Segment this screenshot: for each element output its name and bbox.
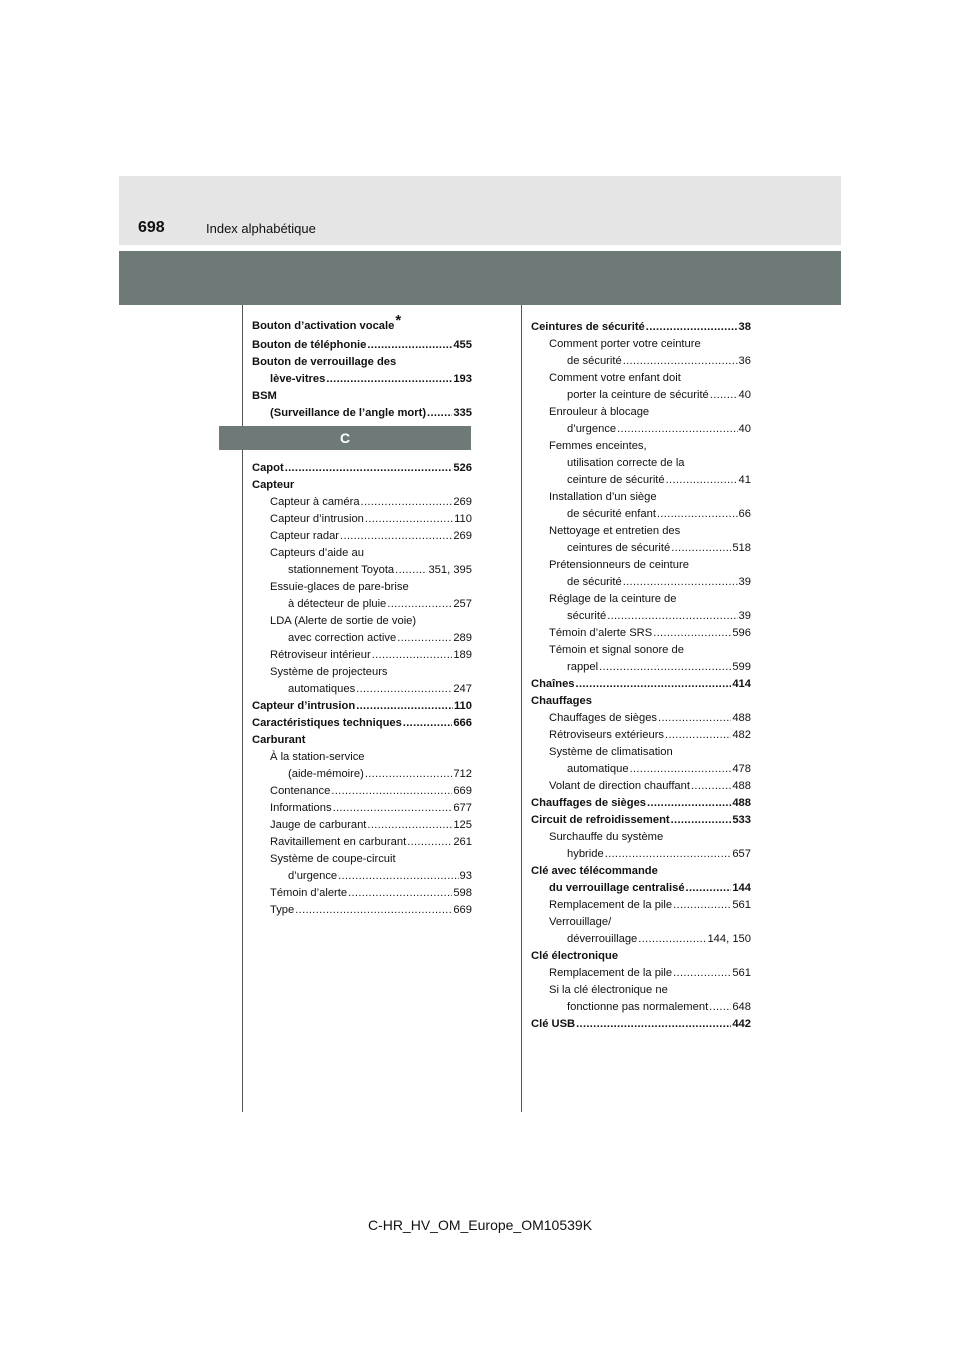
entry-text: Capteurs d’aide au — [270, 547, 364, 559]
index-entry — [252, 749, 472, 766]
index-entry — [531, 404, 751, 421]
entry-page: 561 — [732, 967, 751, 979]
entry-text: d’urgence — [567, 423, 617, 435]
entry-page: 518 — [732, 542, 751, 554]
dot-leader — [671, 812, 732, 829]
dot-leader — [617, 421, 737, 438]
entry-text: Femmes enceintes, — [549, 440, 647, 452]
entry-text: Système de coupe-circuit — [270, 853, 396, 865]
index-entry — [531, 846, 751, 863]
entry-text: Système de projecteurs — [270, 666, 388, 678]
entry-page: 93 — [459, 870, 472, 882]
dot-leader — [395, 562, 427, 579]
index-entry — [531, 591, 751, 608]
dot-leader — [295, 902, 452, 919]
entry-text: fonctionne pas normalement — [567, 1001, 709, 1013]
entry-text: Ravitaillement en carburant — [270, 836, 407, 848]
entry-page: 598 — [453, 887, 472, 899]
index-entry — [252, 630, 472, 647]
index-entry — [531, 353, 751, 370]
entry-text: Système de climatisation — [549, 746, 673, 758]
dot-leader — [365, 511, 453, 528]
entry-text: Chaînes — [531, 678, 575, 690]
dot-leader — [576, 676, 732, 693]
dot-leader — [623, 574, 738, 591]
index-entry — [252, 715, 472, 732]
section-title: Index alphabétique — [206, 221, 316, 236]
entry-page: 442 — [732, 1018, 751, 1030]
entry-text: d’urgence — [288, 870, 338, 882]
entry-page: 41 — [738, 474, 751, 486]
index-entry — [252, 405, 472, 422]
index-entry — [252, 562, 472, 579]
dot-leader — [671, 540, 731, 557]
entry-text: Rétroviseurs extérieurs — [549, 729, 665, 741]
index-entry — [252, 817, 472, 834]
entry-page: 351, 395 — [428, 564, 472, 576]
index-entry — [531, 948, 751, 965]
entry-page: 657 — [732, 848, 751, 860]
index-entries-b — [252, 311, 472, 422]
entry-text: de sécurité — [567, 355, 622, 367]
index-entry — [531, 370, 751, 387]
index-entry — [252, 311, 472, 337]
entry-page: 110 — [453, 700, 472, 712]
entry-text: Verrouillage/ — [549, 916, 612, 928]
entry-page: 261 — [453, 836, 472, 848]
index-entry — [252, 354, 472, 371]
entry-text: Jauge de carburant — [270, 819, 367, 831]
index-entry — [531, 863, 751, 880]
entry-page: 193 — [453, 373, 472, 385]
entry-text: Chauffages de sièges — [549, 712, 658, 724]
entry-text: de sécurité enfant — [567, 508, 656, 520]
index-entry — [252, 868, 472, 885]
entry-text: Capteur — [252, 479, 295, 491]
entry-page: 677 — [453, 802, 472, 814]
entry-text: (Surveillance de l’angle mort) — [270, 407, 427, 419]
index-entry — [531, 829, 751, 846]
index-entry — [531, 676, 751, 693]
entry-text: Bouton d’activation vocale — [252, 320, 395, 332]
entry-text: à détecteur de pluie — [288, 598, 387, 610]
entry-text: LDA (Alerte de sortie de voie) — [270, 615, 417, 627]
entry-page: 488 — [732, 797, 751, 809]
dot-leader — [397, 630, 452, 647]
index-entry — [531, 540, 751, 557]
index-entry — [531, 812, 751, 829]
entry-page: 478 — [732, 763, 751, 775]
dot-leader — [657, 506, 738, 523]
page-number: 698 — [138, 219, 165, 236]
dot-leader — [365, 766, 452, 783]
dot-leader — [658, 710, 731, 727]
entry-page: 526 — [453, 462, 472, 474]
entry-text: lève-vitres — [270, 373, 326, 385]
entry-text: du verrouillage centralisé — [549, 882, 685, 894]
entry-page: 39 — [738, 610, 751, 622]
entry-page: 533 — [732, 814, 751, 826]
entry-text: Réglage de la ceinture de — [549, 593, 677, 605]
entry-page: 414 — [732, 678, 751, 690]
footer-code: C-HR_HV_OM_Europe_OM10539K — [367, 1217, 593, 1233]
dot-leader — [356, 681, 452, 698]
index-entry — [531, 1016, 751, 1033]
entry-text: Capteur radar — [270, 530, 340, 542]
entry-text: Circuit de refroidissement — [531, 814, 670, 826]
dot-leader — [653, 625, 731, 642]
index-entry — [252, 579, 472, 596]
entry-page: 488 — [732, 780, 751, 792]
index-entry — [252, 371, 472, 388]
entry-text: sécurité — [567, 610, 607, 622]
entry-text: déverrouillage — [567, 933, 638, 945]
index-entry — [531, 880, 751, 897]
section-letter: C — [339, 430, 351, 446]
entry-text: Capteur d’intrusion — [270, 513, 364, 525]
index-entry — [531, 319, 751, 336]
dot-leader — [367, 337, 452, 354]
dot-leader — [647, 795, 731, 812]
entry-page: 39 — [738, 576, 751, 588]
entry-text: Témoin d’alerte SRS — [549, 627, 653, 639]
entry-text: Contenance — [270, 785, 331, 797]
entry-text: Chauffages — [531, 695, 592, 707]
dot-leader — [340, 528, 452, 545]
index-entry — [252, 511, 472, 528]
dot-leader — [686, 880, 732, 897]
entry-text: Comment votre enfant doit — [549, 372, 681, 384]
dot-leader — [638, 931, 706, 948]
dot-leader — [576, 1016, 731, 1033]
index-entry — [531, 523, 751, 540]
entry-text: (aide-mémoire) — [288, 768, 364, 780]
entry-text: Surchauffe du système — [549, 831, 664, 843]
entry-text: stationnement Toyota — [288, 564, 395, 576]
entry-page: 257 — [453, 598, 472, 610]
index-entry — [531, 574, 751, 591]
footnote-asterisk: * — [395, 312, 402, 329]
dot-leader — [646, 319, 738, 336]
index-entry — [252, 388, 472, 405]
index-entry — [252, 647, 472, 664]
entry-text: rappel — [567, 661, 599, 673]
entry-text: Informations — [270, 802, 332, 814]
index-entry — [531, 421, 751, 438]
index-entry — [252, 545, 472, 562]
entry-page: 289 — [453, 632, 472, 644]
entry-page: 125 — [453, 819, 472, 831]
dot-leader — [348, 885, 452, 902]
entry-page: 189 — [453, 649, 472, 661]
dot-leader — [630, 761, 732, 778]
index-entry — [531, 608, 751, 625]
entry-page: 482 — [732, 729, 751, 741]
index-entry — [531, 489, 751, 506]
entry-page: 144, 150 — [707, 933, 751, 945]
dot-leader — [403, 715, 452, 732]
entry-page: 144 — [732, 882, 751, 894]
index-entry — [252, 613, 472, 630]
entry-page: 38 — [738, 321, 751, 333]
index-entry — [531, 557, 751, 574]
entry-text: Enrouleur à blocage — [549, 406, 650, 418]
entry-text: ceinture de sécurité — [567, 474, 665, 486]
dot-leader — [407, 834, 452, 851]
index-entry — [252, 698, 472, 715]
entry-text: Bouton de verrouillage des — [252, 356, 397, 368]
index-entry — [531, 659, 751, 676]
index-entry — [531, 625, 751, 642]
entry-page: 712 — [453, 768, 472, 780]
entry-text: porter la ceinture de sécurité — [567, 389, 709, 401]
index-entry — [531, 710, 751, 727]
entry-text: Rétroviseur intérieur — [270, 649, 371, 661]
index-column-2 — [531, 319, 751, 1033]
index-entry — [252, 834, 472, 851]
index-entry — [531, 744, 751, 761]
index-entry — [531, 778, 751, 795]
index-entry — [252, 477, 472, 494]
entry-text: de sécurité — [567, 576, 622, 588]
entry-text: Bouton de téléphonie — [252, 339, 367, 351]
dot-leader — [361, 494, 453, 511]
entry-text: avec correction active — [288, 632, 397, 644]
index-entry — [252, 800, 472, 817]
index-entry — [531, 693, 751, 710]
entry-page: 110 — [454, 513, 472, 525]
entry-page: 36 — [738, 355, 751, 367]
index-entry — [252, 337, 472, 354]
entry-text: Comment porter votre ceinture — [549, 338, 701, 350]
dot-leader — [427, 405, 452, 422]
entry-text: Clé USB — [531, 1018, 576, 1030]
index-entry — [252, 528, 472, 545]
index-entry — [531, 931, 751, 948]
index-entry — [252, 596, 472, 613]
index-entry — [531, 506, 751, 523]
entry-text: Si la clé électronique ne — [549, 984, 668, 996]
index-entries-c — [252, 460, 472, 919]
entry-page: 669 — [453, 785, 472, 797]
entry-text: Clé électronique — [531, 950, 619, 962]
dot-leader — [710, 387, 738, 404]
index-entry — [531, 387, 751, 404]
entry-text: Installation d’un siège — [549, 491, 657, 503]
header-band — [119, 176, 841, 245]
entry-page: 488 — [732, 712, 751, 724]
index-entry — [531, 761, 751, 778]
entry-text: Chauffages de sièges — [531, 797, 647, 809]
dot-leader — [338, 868, 458, 885]
index-entry — [531, 897, 751, 914]
dot-leader — [709, 999, 731, 1016]
dot-leader — [372, 647, 453, 664]
index-entry — [252, 902, 472, 919]
entry-page: 66 — [738, 508, 751, 520]
index-entry — [252, 664, 472, 681]
index-entry — [531, 336, 751, 353]
index-entry — [531, 914, 751, 931]
entry-text: utilisation correcte de la — [567, 457, 685, 469]
entry-text: Carburant — [252, 734, 306, 746]
index-entry — [252, 494, 472, 511]
index-entry — [531, 455, 751, 472]
entry-text: Remplacement de la pile — [549, 899, 673, 911]
entry-text: Témoin d’alerte — [270, 887, 348, 899]
index-entry — [252, 783, 472, 800]
entry-page: 40 — [738, 423, 751, 435]
entry-page: 269 — [453, 530, 472, 542]
entry-text: Clé avec télécommande — [531, 865, 658, 877]
entry-text: ceintures de sécurité — [567, 542, 671, 554]
entry-text: Capteur à caméra — [270, 496, 360, 508]
dot-leader — [333, 800, 453, 817]
index-entry — [252, 732, 472, 749]
index-entries-c-continued — [531, 319, 751, 1033]
entry-page: 561 — [732, 899, 751, 911]
entry-text: Ceintures de sécurité — [531, 321, 645, 333]
index-entry — [252, 681, 472, 698]
dot-leader — [673, 897, 731, 914]
entry-page: 669 — [453, 904, 472, 916]
entry-text: Remplacement de la pile — [549, 967, 673, 979]
entry-page: 40 — [738, 389, 751, 401]
entry-text: À la station-service — [270, 751, 365, 763]
entry-page: 596 — [732, 627, 751, 639]
entry-page: 247 — [453, 683, 472, 695]
column-divider-right — [521, 305, 522, 1112]
chapter-band — [119, 251, 841, 305]
entry-text: Nettoyage et entretien des — [549, 525, 681, 537]
index-entry — [531, 999, 751, 1016]
index-entry — [252, 460, 472, 477]
entry-page: 648 — [732, 1001, 751, 1013]
entry-page: 455 — [453, 339, 472, 351]
index-entry — [531, 982, 751, 999]
dot-leader — [673, 965, 731, 982]
entry-text: Prétensionneurs de ceinture — [549, 559, 689, 571]
entry-page: 269 — [453, 496, 472, 508]
index-entry — [252, 851, 472, 868]
dot-leader — [666, 472, 738, 489]
entry-text: Capteur d’intrusion — [252, 700, 356, 712]
index-entry — [531, 795, 751, 812]
dot-leader — [691, 778, 731, 795]
dot-leader — [623, 353, 738, 370]
dot-leader — [331, 783, 452, 800]
entry-text: automatiques — [288, 683, 356, 695]
index-entry — [531, 965, 751, 982]
dot-leader — [599, 659, 731, 676]
entry-text: Capot — [252, 462, 284, 474]
index-entry — [252, 885, 472, 902]
entry-page: 666 — [453, 717, 472, 729]
entry-text: Caractéristiques techniques — [252, 717, 402, 729]
index-entry — [531, 642, 751, 659]
dot-leader — [387, 596, 452, 613]
dot-leader — [605, 846, 732, 863]
entry-text: BSM — [252, 390, 277, 402]
dot-leader — [367, 817, 452, 834]
index-entry — [252, 766, 472, 783]
dot-leader — [607, 608, 737, 625]
entry-text: Témoin et signal sonore de — [549, 644, 684, 656]
section-letter-band — [219, 426, 471, 450]
dot-leader — [326, 371, 452, 388]
dot-leader — [285, 460, 453, 477]
entry-page: 599 — [732, 661, 751, 673]
dot-leader — [665, 727, 731, 744]
entry-text: Volant de direction chauffant — [549, 780, 690, 792]
entry-text: Essuie-glaces de pare-brise — [270, 581, 409, 593]
entry-text: Type — [270, 904, 295, 916]
entry-text: hybride — [567, 848, 604, 860]
index-column-1 — [252, 311, 472, 919]
dot-leader — [356, 698, 453, 715]
index-entry — [531, 438, 751, 455]
index-entry — [531, 727, 751, 744]
entry-text: automatique — [567, 763, 629, 775]
entry-page: 335 — [453, 407, 472, 419]
index-entry — [531, 472, 751, 489]
